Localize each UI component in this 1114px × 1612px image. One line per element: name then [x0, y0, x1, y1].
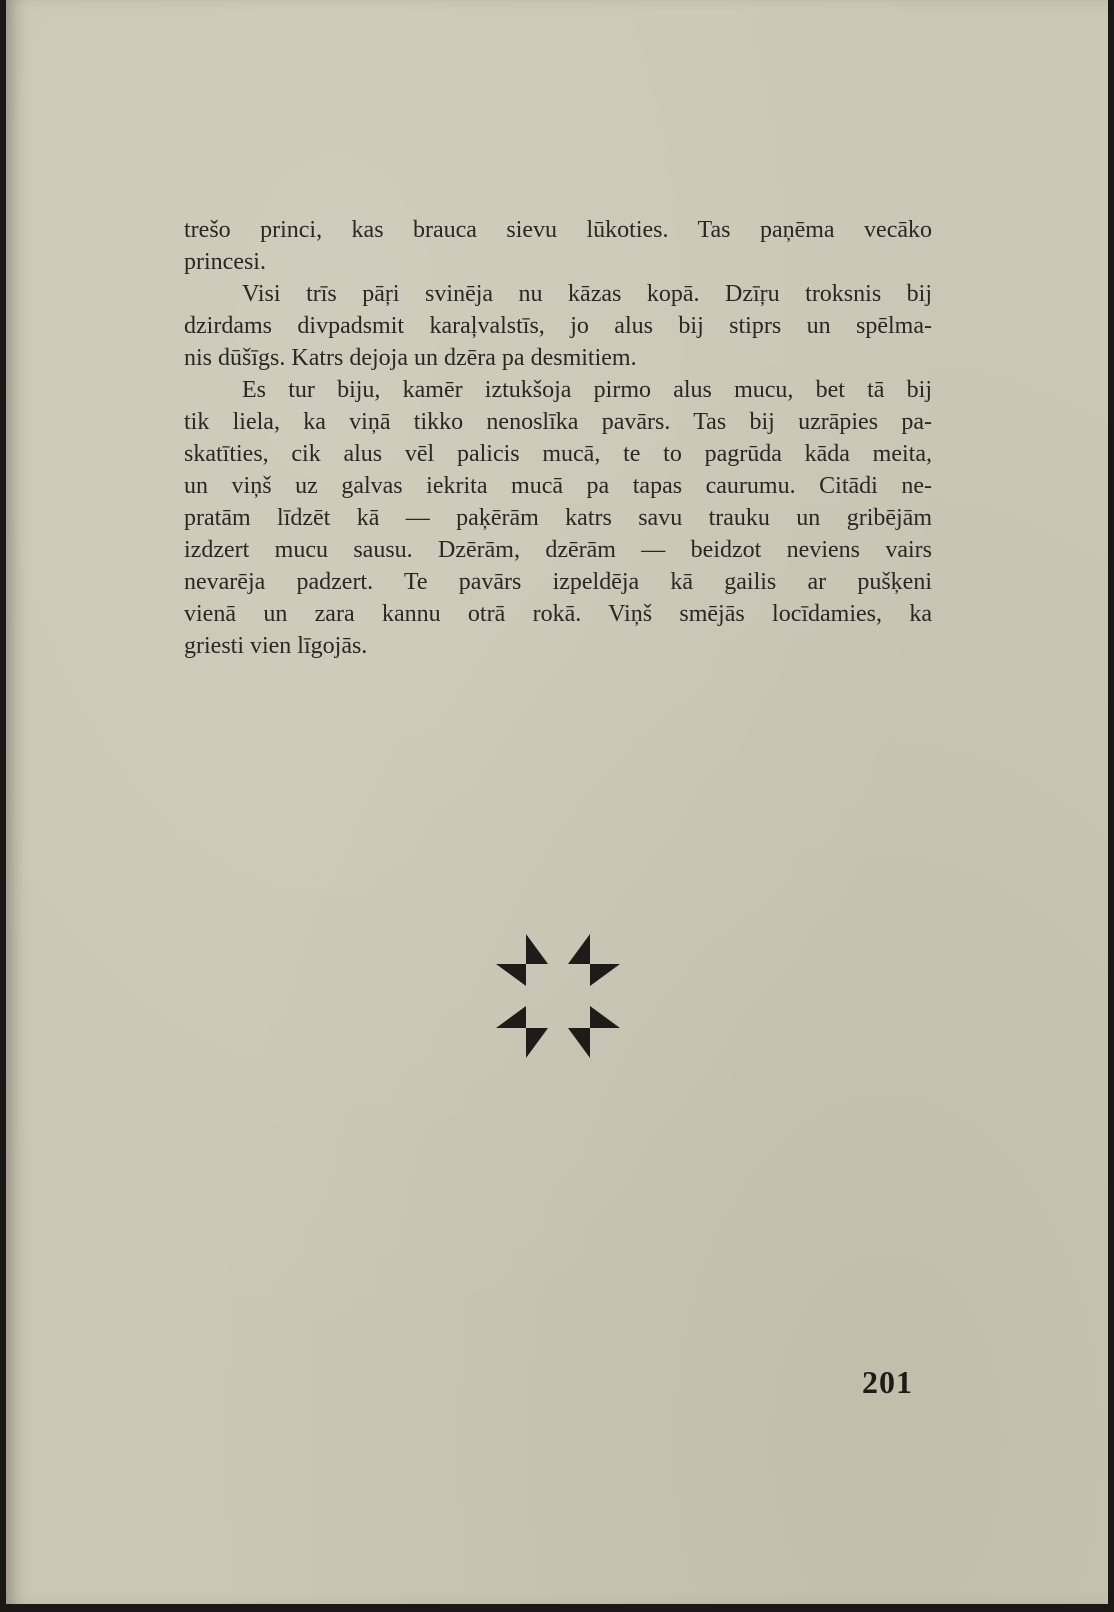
text-line: pratām līdzēt kā — paķērām katrs savu trauku un gribējām [184, 505, 932, 531]
paragraph-2 [184, 278, 932, 374]
paragraph-3 [184, 374, 932, 662]
text-line: un viņš uz galvas iekrita mucā pa tapas caurumu. Citādi ne- [184, 473, 932, 499]
text-line: nevarēja padzert. Te pavārs izpeldēja kā gailis ar pušķeni [184, 569, 932, 595]
text-line: Visi trīs pāŗi svinēja nu kāzas kopā. Dzīŗu troksnis bij [242, 281, 932, 307]
text-line: princesi. [184, 249, 266, 275]
page-number: 201 [862, 1364, 913, 1400]
text-line: griesti vien līgojās. [184, 633, 368, 659]
text-line: skatīties, cik alus vēl palicis mucā, te to pagrūda kāda meita, [184, 441, 932, 467]
body-text [184, 214, 932, 662]
text-line: nis dūšīgs. Katrs dejoja un dzēra pa desmitiem. [184, 345, 637, 371]
text-line: tik liela, ka viņā tikko nenoslīka pavārs. Tas bij uzrāpies pa- [184, 409, 932, 435]
text-line: dzirdams divpadsmit karaļvalstīs, jo alus bij stiprs un spēlma- [184, 313, 932, 339]
book-page [6, 0, 1108, 1604]
paragraph-1 [184, 214, 932, 278]
text-line: vienā un zara kannu otrā rokā. Viņš smējās locīdamies, ka [184, 601, 932, 627]
star-ornament-icon [496, 934, 620, 1058]
text-line: izdzert mucu sausu. Dzērām, dzērām — beidzot neviens vairs [184, 537, 932, 563]
text-line: trešo princi, kas brauca sievu lūkoties. Tas paņēma vecāko [184, 217, 932, 243]
text-line: Es tur biju, kamēr iztukšoja pirmo alus mucu, bet tā bij [242, 377, 932, 403]
